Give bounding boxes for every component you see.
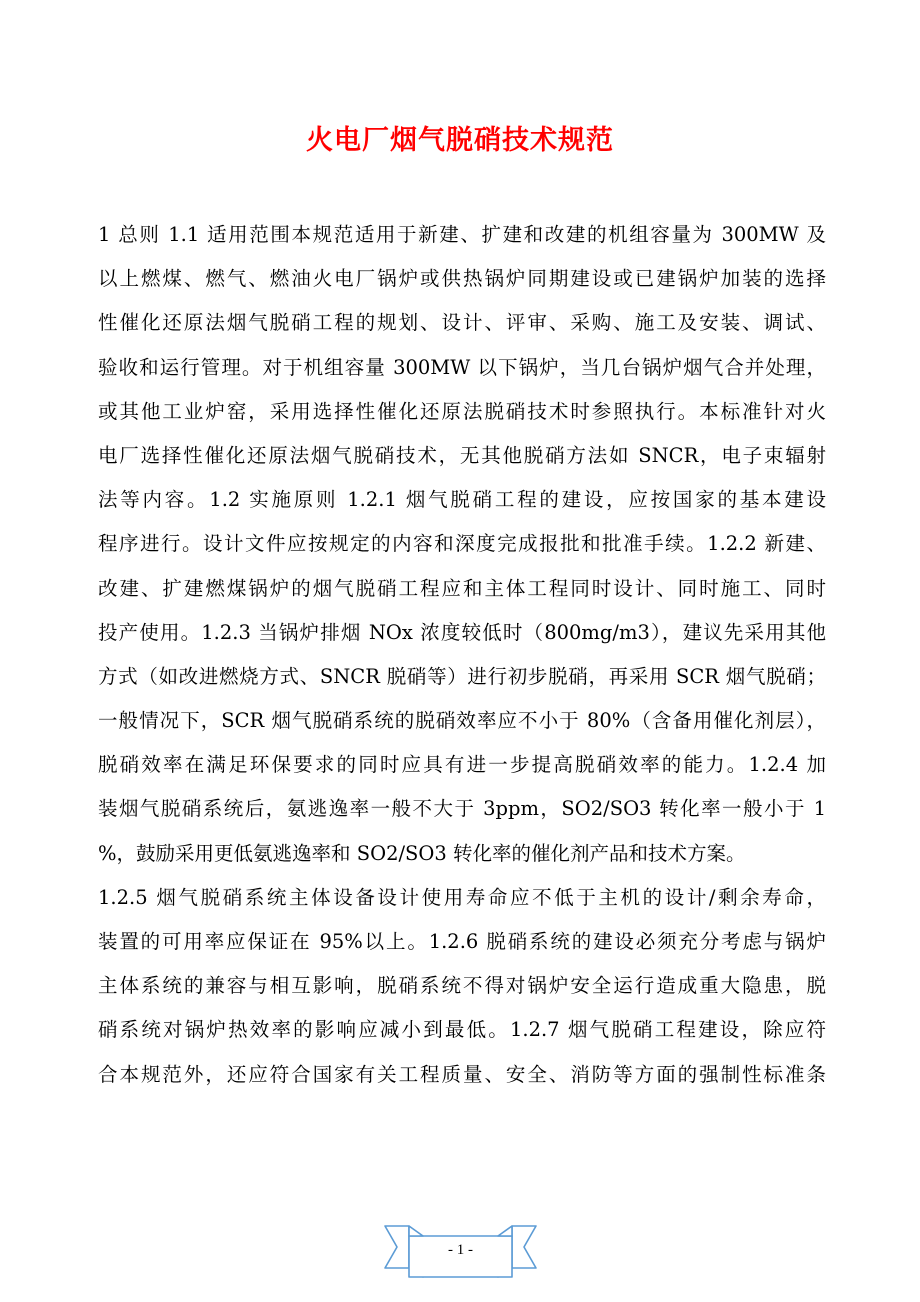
text-line: 1.2.5 烟气脱硝系统主体设备设计使用寿命应不低于主机的设计/剩余寿命， — [98, 885, 826, 909]
text-line: %，鼓励采用更低氨逃逸率和 SO2/SO3 转化率的催化剂产品和技术方案。 — [98, 841, 746, 865]
text-line: 性催化还原法烟气脱硝工程的规划、设计、评审、采购、施工及安装、调试、 — [98, 311, 826, 335]
page-number-footer — [383, 1222, 538, 1280]
text-line: 或其他工业炉窑，采用选择性催化还原法脱硝技术时参照执行。本标准针对火 — [98, 399, 826, 423]
text-line: 1 总则 1.1 适用范围本规范适用于新建、扩建和改建的机组容量为 300MW 及 — [98, 223, 826, 246]
body-text — [98, 213, 826, 1097]
text-line: 投产使用。1.2.3 当锅炉排烟 NOx 浓度较低时（800mg/m3），建议先采用其他 — [98, 620, 826, 644]
text-line: 法等内容。1.2 实施原则 1.2.1 烟气脱硝工程的建设，应按国家的基本建设 — [98, 488, 826, 512]
text-line: 一般情况下，SCR 烟气脱硝系统的脱硝效率应不小于 80%（含备用催化剂层）， — [98, 709, 826, 733]
text-line: 装烟气脱硝系统后，氨逃逸率一般不大于 3ppm，SO2/SO3 转化率一般小于 1 — [98, 797, 826, 821]
text-line: 合本规范外，还应符合国家有关工程质量、安全、消防等方面的强制性标准条 — [98, 1062, 826, 1086]
text-line: 以上燃煤、燃气、燃油火电厂锅炉或供热锅炉同期建设或已建锅炉加装的选择 — [98, 267, 826, 291]
document-title: 火电厂烟气脱硝技术规范 — [306, 125, 614, 156]
text-line: 主体系统的兼容与相互影响，脱硝系统不得对锅炉安全运行造成重大隐患，脱 — [98, 974, 826, 998]
text-line: 程序进行。设计文件应按规定的内容和深度完成报批和批准手续。1.2.2 新建、 — [98, 532, 826, 556]
text-line: 硝系统对锅炉热效率的影响应减小到最低。1.2.7 烟气脱硝工程建设，除应符 — [98, 1018, 826, 1042]
text-line: 改建、扩建燃煤锅炉的烟气脱硝工程应和主体工程同时设计、同时施工、同时 — [98, 576, 826, 600]
text-line: 验收和运行管理。对于机组容量 300MW 以下锅炉，当几台锅炉烟气合并处理， — [98, 355, 826, 379]
text-line: 电厂选择性催化还原法烟气脱硝技术，无其他脱硝方法如 SNCR，电子束辐射 — [98, 443, 826, 467]
page-number: - 1 - — [448, 1242, 473, 1258]
text-line: 装置的可用率应保证在 95%以上。1.2.6 脱硝系统的建设必须充分考虑与锅炉 — [98, 930, 826, 953]
text-line: 脱硝效率在满足环保要求的同时应具有进一步提高脱硝效率的能力。1.2.4 加 — [98, 753, 826, 777]
text-line: 方式（如改进燃烧方式、SNCR 脱硝等）进行初步脱硝，再采用 SCR 烟气脱硝； — [98, 664, 826, 688]
